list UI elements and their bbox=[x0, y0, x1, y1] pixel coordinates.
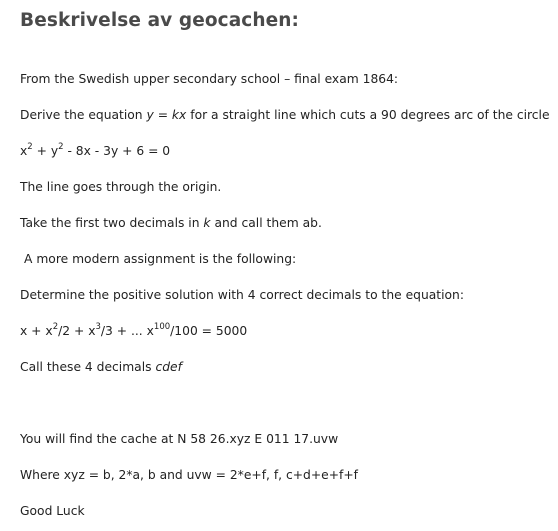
series-part-1: x + x bbox=[20, 324, 53, 338]
series-part-3: /3 + ... x bbox=[100, 324, 154, 338]
equation-y: y bbox=[146, 108, 154, 122]
modern-text: A more modern assignment is the following: bbox=[24, 252, 297, 266]
call-text bbox=[20, 359, 182, 375]
series-exponent-1: 2 bbox=[52, 321, 59, 332]
circle-rest: - 8x - 3y + 6 = 0 bbox=[63, 144, 171, 158]
circle-plus-y: + y bbox=[32, 144, 59, 158]
determine-text: Determine the positive solution with 4 correct decimals to the equation: bbox=[20, 288, 464, 302]
where-text: Where xyz = b, 2*a, b and uvw = 2*e+f, f, c+d+e+f+f bbox=[20, 468, 359, 482]
origin-text: The line goes through the origin. bbox=[20, 180, 222, 194]
call-before: Call these 4 decimals bbox=[20, 360, 156, 374]
cache-location-text: You will find the cache at N 58 26.xyz E 011 17.uvw bbox=[20, 432, 339, 446]
circle-x: x bbox=[20, 144, 28, 158]
series-equation bbox=[20, 323, 247, 339]
series-exponent-2: 3 bbox=[95, 321, 101, 332]
series-part-4: /100 = 5000 bbox=[170, 324, 248, 338]
intro-text: From the Swedish upper secondary school – final exam 1864: bbox=[20, 72, 399, 86]
circle-exponent-2: 2 bbox=[58, 141, 64, 152]
derive-text bbox=[20, 107, 550, 123]
circle-equation bbox=[20, 143, 170, 159]
equation-kx: kx bbox=[171, 108, 187, 122]
variable-k: k bbox=[203, 216, 211, 230]
series-part-2: /2 + x bbox=[58, 324, 96, 338]
series-exponent-3: 100 bbox=[153, 321, 171, 332]
take-before: Take the first two decimals in bbox=[20, 216, 204, 230]
derive-after: for a straight line which cuts a 90 degrees arc of the circle bbox=[186, 108, 550, 122]
page-title: Beskrivelse av geocachen: bbox=[20, 10, 300, 31]
good-luck-text: Good Luck bbox=[20, 504, 85, 518]
derive-before: Derive the equation bbox=[20, 108, 147, 122]
take-after: and call them ab. bbox=[210, 216, 322, 230]
take-text bbox=[20, 215, 322, 231]
equation-equals: = bbox=[153, 108, 172, 122]
circle-exponent-1: 2 bbox=[27, 141, 33, 152]
variable-cdef: cdef bbox=[155, 360, 182, 374]
